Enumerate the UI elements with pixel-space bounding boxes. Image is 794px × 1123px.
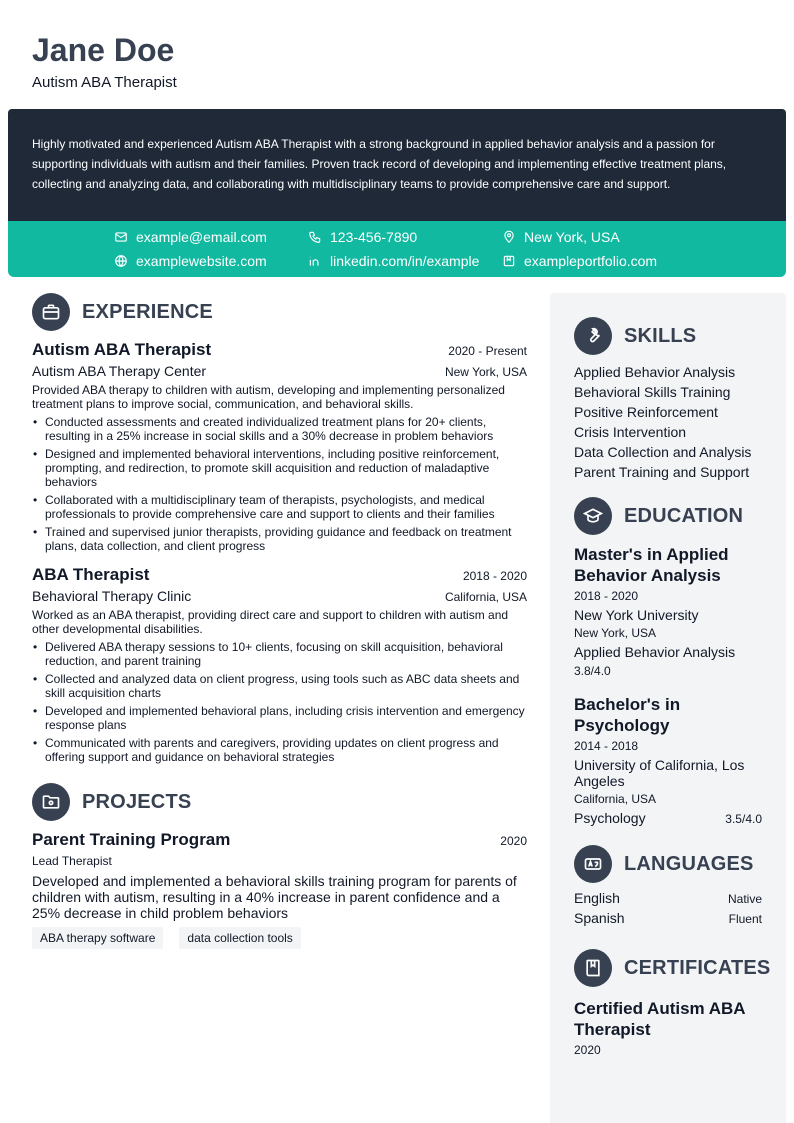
job-company: Autism ABA Therapy Center	[32, 363, 207, 379]
resume-header	[32, 30, 177, 91]
languages-heading	[574, 844, 762, 884]
job-bullet: • Developed and implemented behavioral plans, including crisis intervention and emergency response plans	[32, 704, 527, 732]
contact-email[interactable]	[114, 227, 267, 247]
language-item	[574, 890, 762, 910]
graduation-cap-icon	[574, 497, 612, 535]
summary-text: Highly motivated and experienced Autism ABA Therapist with a strong background in applied behavior analysis and a passion for supporting individuals with autism and their families. Proven track record of developing and implementing effective treatment plans, collecting and analyzing data, and collaborating with multidisciplinary teams to provide comprehensive care and support.	[32, 137, 727, 191]
job-location: California, USA	[444, 590, 527, 604]
project-tag: ABA therapy software	[32, 927, 163, 949]
contact-portfolio-text: exampleportfolio.com	[524, 253, 658, 269]
education-degree: Bachelor's in Psychology	[574, 695, 681, 735]
job-title: Autism ABA Therapist	[32, 340, 212, 359]
contact-linkedin-text: linkedin.com/in/example	[330, 253, 480, 269]
education-date: 2018 - 2020	[574, 589, 639, 603]
skill-item: Applied Behavior Analysis	[574, 364, 736, 380]
main-column	[32, 292, 527, 949]
translate-icon	[574, 845, 612, 883]
contact-website[interactable]	[114, 251, 267, 271]
skills-title: SKILLS	[624, 324, 697, 347]
education-heading	[574, 496, 762, 536]
language-name: English	[574, 890, 620, 906]
job-bullet: • Designed and implemented behavioral interventions, including positive reinforcement, prompting, and redirection, to promote skill acquisition and reduction of maladaptive behaviors	[32, 447, 527, 489]
project-date: 2020	[500, 834, 527, 848]
education-title: EDUCATION	[624, 504, 744, 527]
experience-entry	[32, 565, 527, 764]
skill-item: Positive Reinforcement	[574, 404, 718, 420]
job-company: Behavioral Therapy Clinic	[32, 588, 192, 604]
contact-website-text: examplewebsite.com	[136, 253, 267, 269]
contact-location-text: New York, USA	[524, 229, 620, 245]
experience-entry	[32, 340, 527, 553]
languages-list	[574, 890, 762, 930]
job-bullet: • Trained and supervised junior therapists, providing guidance and feedback on treatment plans, data collection, and client progress	[32, 525, 527, 553]
projects-title: PROJECTS	[82, 790, 192, 813]
job-bullets	[32, 640, 527, 764]
sidebar-column	[574, 316, 771, 1057]
skills-heading	[574, 316, 762, 356]
contact-phone-text: 123-456-7890	[330, 229, 418, 245]
contact-email-text: example@email.com	[136, 229, 267, 245]
bookmark-book-icon	[574, 949, 612, 987]
phone-icon	[308, 230, 322, 244]
contact-linkedin[interactable]	[308, 251, 479, 271]
education-degree: Master's in Applied Behavior Analysis	[574, 545, 729, 585]
skills-list	[574, 362, 762, 482]
certificate-date: 2020	[574, 1043, 601, 1057]
job-date: 2020 - Present	[448, 344, 527, 358]
job-bullet: • Delivered ABA therapy sessions to 10+ clients, focusing on skill acquisition, behavioral reduction, and parent training	[32, 640, 527, 668]
mail-icon	[114, 230, 128, 244]
job-bullet: • Collaborated with a multidisciplinary team of therapists, psychologists, and medical professionals to provide comprehensive care and support to clients and their families	[32, 493, 527, 521]
certificate-name: Certified Autism ABA Therapist	[574, 999, 745, 1039]
education-location: California, USA	[574, 792, 657, 806]
experience-title: EXPERIENCE	[82, 300, 213, 323]
education-field: Psychology	[574, 810, 646, 826]
certificate-entry	[574, 998, 762, 1057]
candidate-role: Autism ABA Therapist	[32, 74, 177, 91]
education-date: 2014 - 2018	[574, 739, 639, 753]
summary-panel	[8, 109, 786, 221]
certificates-title: CERTIFICATES	[624, 956, 771, 979]
contact-phone[interactable]	[308, 227, 417, 247]
education-entry	[574, 694, 762, 826]
education-location: New York, USA	[574, 626, 657, 640]
language-level: Native	[727, 892, 762, 906]
contact-bar	[8, 221, 786, 277]
certificates-heading	[574, 948, 771, 988]
language-name: Spanish	[574, 910, 625, 926]
education-field: Applied Behavior Analysis	[574, 644, 736, 660]
job-bullet: • Communicated with parents and caregivers, providing updates on client progress and offering support and guidance on behavioral strategies	[32, 736, 527, 764]
job-bullet: • Collected and analyzed data on client progress, using tools such as ABC data sheets and skill acquisition charts	[32, 672, 527, 700]
job-bullets	[32, 415, 527, 553]
globe-icon	[114, 254, 128, 268]
briefcase-icon	[32, 293, 70, 331]
education-school: New York University	[574, 607, 699, 623]
candidate-name: Jane Doe	[32, 32, 175, 68]
languages-title: LANGUAGES	[624, 852, 754, 875]
language-level: Fluent	[728, 912, 762, 926]
contact-location	[502, 227, 620, 247]
project-tags	[32, 927, 527, 949]
education-gpa: 3.5/4.0	[725, 812, 762, 826]
education-school: University of California, Los Angeles	[574, 757, 745, 789]
skill-item: Behavioral Skills Training	[574, 384, 731, 400]
project-tag: data collection tools	[179, 927, 300, 949]
portfolio-icon	[502, 254, 516, 268]
project-description: Developed and implemented a behavioral skills training program for parents of children with autism, resulting in a 40% increase in parent confidence and a 25% decrease in child problem behaviors	[32, 873, 517, 921]
job-description: Provided ABA therapy to children with autism, developing and implementing personalized treatment plans to improve social, communication, and behavioral skills.	[32, 383, 505, 411]
map-pin-icon	[502, 230, 516, 244]
project-role: Lead Therapist	[32, 854, 112, 868]
job-bullet: • Conducted assessments and created individualized treatment plans for 20+ clients, resulting in a 25% increase in social skills and a 30% decrease in problem behaviors	[32, 415, 527, 443]
language-item	[574, 910, 762, 930]
linkedin-icon	[308, 254, 322, 268]
projects-heading	[32, 782, 527, 822]
project-title: Parent Training Program	[32, 830, 231, 849]
experience-heading	[32, 292, 527, 332]
skill-item: Data Collection and Analysis	[574, 444, 752, 460]
education-entry	[574, 544, 762, 678]
skill-item: Crisis Intervention	[574, 424, 687, 440]
job-description: Worked as an ABA therapist, providing direct care and support to children with autism and other developmental disabilities.	[32, 608, 509, 636]
job-date: 2018 - 2020	[462, 569, 527, 583]
wrench-icon	[574, 317, 612, 355]
folder-icon	[32, 783, 70, 821]
education-gpa: 3.8/4.0	[574, 664, 611, 678]
job-location: New York, USA	[444, 365, 527, 379]
skill-item: Parent Training and Support	[574, 464, 750, 480]
contact-portfolio[interactable]	[502, 251, 657, 271]
job-title: ABA Therapist	[32, 565, 150, 584]
project-entry	[32, 830, 527, 949]
